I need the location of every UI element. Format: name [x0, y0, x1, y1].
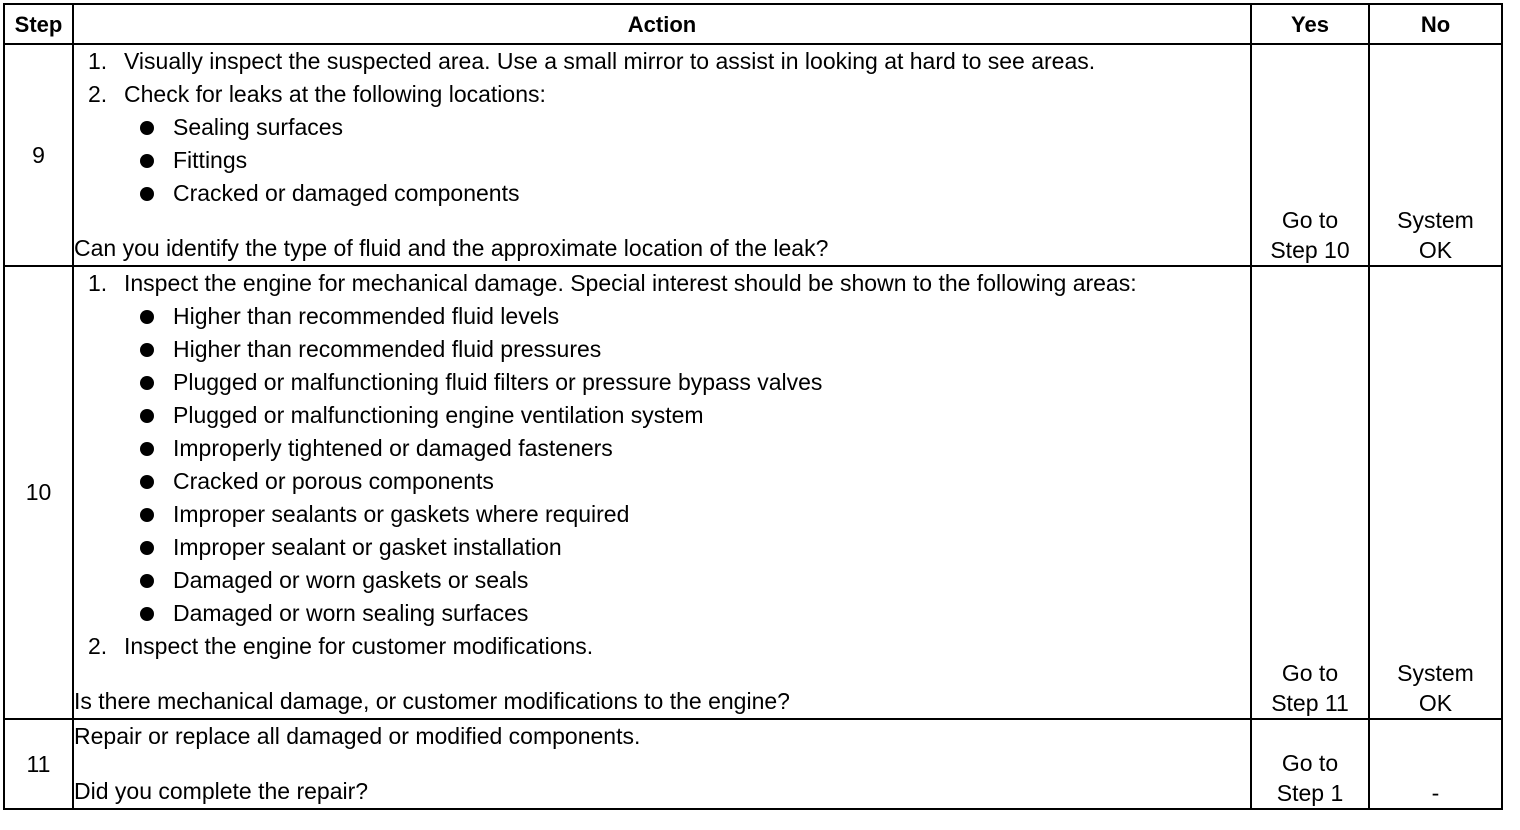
- bullet-text: Plugged or malfunctioning engine ventilation system: [173, 402, 704, 428]
- step-number: 10: [4, 266, 73, 719]
- bullet-icon: [140, 154, 154, 168]
- header-no: No: [1369, 4, 1502, 44]
- bullet-item: [74, 564, 1250, 597]
- step-number: 11: [4, 719, 73, 809]
- bullet-icon: [140, 442, 154, 456]
- bullet-text: Cracked or damaged components: [173, 180, 520, 206]
- header-yes: Yes: [1251, 4, 1369, 44]
- bullet-icon: [140, 508, 154, 522]
- yes-line: Step 10: [1270, 237, 1350, 263]
- bullet-icon: [140, 310, 154, 324]
- table-row: [4, 719, 1502, 809]
- bullet-icon: [140, 376, 154, 390]
- bullet-text: Improperly tightened or damaged fasteners: [173, 435, 613, 461]
- numbered-item: [74, 267, 1250, 300]
- table-row: [4, 266, 1502, 719]
- bullet-text: Plugged or malfunctioning fluid filters or pressure bypass valves: [173, 369, 823, 395]
- bullet-item: [74, 144, 1250, 177]
- bullet-text: Higher than recommended fluid pressures: [173, 336, 602, 362]
- header-step: Step: [4, 4, 73, 44]
- bullet-item: [74, 465, 1250, 498]
- bullet-item: [74, 498, 1250, 531]
- bullet-item: [74, 531, 1250, 564]
- bullet-item: [74, 111, 1250, 144]
- bullet-item: [74, 177, 1250, 210]
- bullet-item: [74, 366, 1250, 399]
- yes-cell: [1251, 719, 1369, 809]
- bullet-icon: [140, 409, 154, 423]
- bullet-item: [74, 399, 1250, 432]
- bullet-icon: [140, 574, 154, 588]
- bullet-icon: [140, 121, 154, 135]
- bullet-item: [74, 597, 1250, 630]
- action-text: Repair or replace all damaged or modified components.: [74, 723, 641, 749]
- no-line: OK: [1418, 690, 1453, 716]
- question-text: Can you identify the type of fluid and the approximate location of the leak?: [74, 235, 829, 261]
- item-number: 2.: [88, 81, 108, 107]
- yes-cell: [1251, 44, 1369, 266]
- question-text: Did you complete the repair?: [74, 778, 369, 804]
- bullet-text: Fittings: [173, 147, 248, 173]
- table-row: [4, 44, 1502, 266]
- bullet-icon: [140, 475, 154, 489]
- no-line: System: [1397, 207, 1474, 233]
- item-number: 1.: [88, 270, 108, 296]
- bullet-icon: [140, 607, 154, 621]
- no-cell: [1369, 719, 1502, 809]
- item-number: 2.: [88, 633, 108, 659]
- yes-line: Step 1: [1276, 780, 1344, 806]
- no-cell: [1369, 44, 1502, 266]
- bullet-item: [74, 300, 1250, 333]
- yes-cell: [1251, 266, 1369, 719]
- bullet-text: Damaged or worn sealing surfaces: [173, 600, 529, 626]
- step-number: 9: [4, 44, 73, 266]
- diagnostic-table: [3, 3, 1503, 810]
- numbered-item: [74, 45, 1250, 78]
- bullet-text: Damaged or worn gaskets or seals: [173, 567, 529, 593]
- no-line: -: [1431, 780, 1440, 806]
- numbered-item: [74, 630, 1250, 663]
- bullet-item: [74, 333, 1250, 366]
- header-action: Action: [73, 4, 1251, 44]
- yes-line: Go to: [1281, 750, 1339, 776]
- action-cell: [73, 266, 1251, 719]
- yes-line: Go to: [1281, 207, 1339, 233]
- yes-line: Step 11: [1271, 690, 1349, 716]
- item-text: Check for leaks at the following locations:: [124, 81, 546, 107]
- question-text: Is there mechanical damage, or customer modifications to the engine?: [74, 688, 790, 714]
- item-text: Inspect the engine for customer modifications.: [124, 633, 594, 659]
- bullet-text: Improper sealants or gaskets where required: [173, 501, 630, 527]
- bullet-item: [74, 432, 1250, 465]
- bullet-text: Improper sealant or gasket installation: [173, 534, 562, 560]
- bullet-text: Higher than recommended fluid levels: [173, 303, 560, 329]
- bullet-icon: [140, 187, 154, 201]
- action-cell: [73, 719, 1251, 809]
- bullet-text: Cracked or porous components: [173, 468, 494, 494]
- bullet-text: Sealing surfaces: [173, 114, 344, 140]
- bullet-icon: [140, 343, 154, 357]
- yes-line: Go to: [1281, 660, 1339, 686]
- item-text: Inspect the engine for mechanical damage. Special interest should be shown to the following areas:: [124, 270, 1137, 296]
- no-cell: [1369, 266, 1502, 719]
- bullet-icon: [140, 541, 154, 555]
- no-line: System: [1397, 660, 1474, 686]
- numbered-item: [74, 78, 1250, 111]
- item-text: Visually inspect the suspected area. Use a small mirror to assist in looking at hard to see areas.: [124, 48, 1096, 74]
- header-row: [4, 4, 1502, 44]
- action-cell: [73, 44, 1251, 266]
- item-number: 1.: [88, 48, 108, 74]
- no-line: OK: [1418, 237, 1453, 263]
